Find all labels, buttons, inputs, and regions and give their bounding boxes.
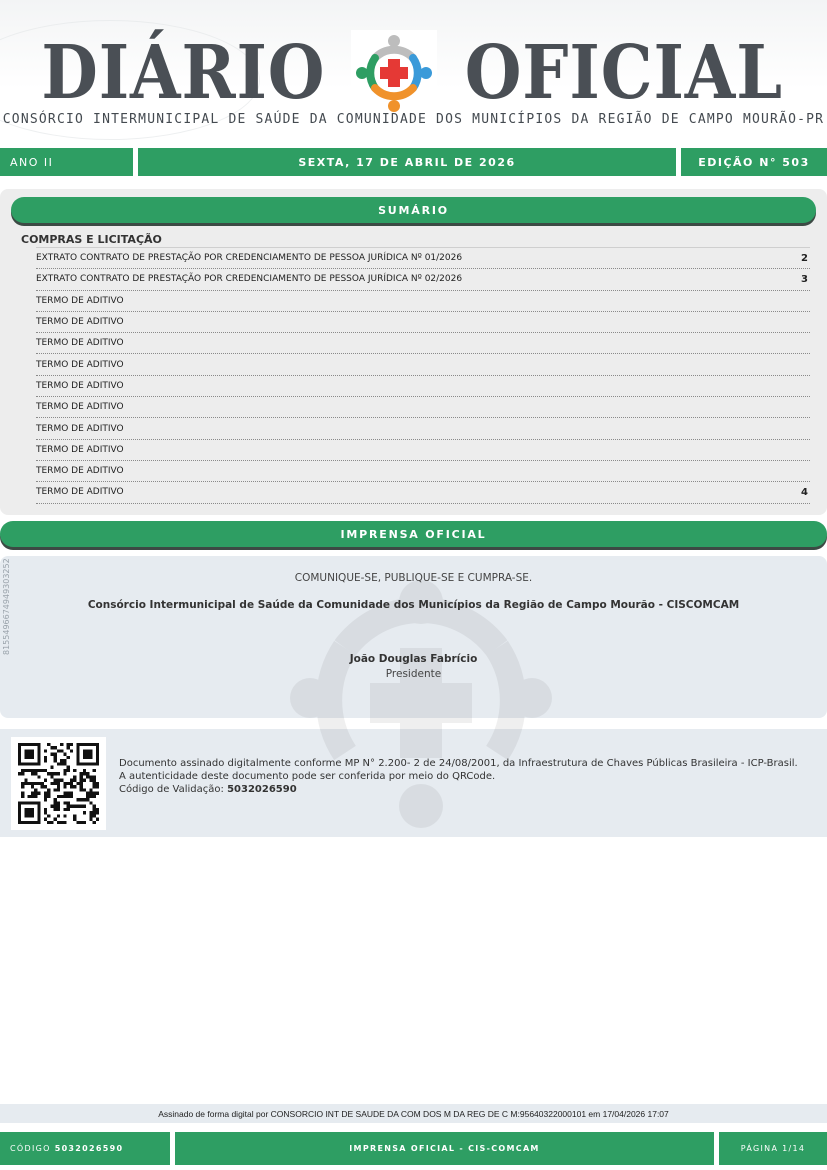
publication-notice: COMUNIQUE-SE, PUBLIQUE-SE E CUMPRA-SE. xyxy=(294,572,533,584)
footer-code xyxy=(0,1132,170,1165)
summary-item[interactable] xyxy=(36,397,810,418)
masthead xyxy=(0,0,827,148)
summary-heading: SUMÁRIO xyxy=(11,197,816,223)
signature-line-1: Documento assinado digitalmente conforme MP N° 2.200- 2 de 24/08/2001, da Infraestrutura de Chaves Públicas Brasileira - ICP-Brasil. xyxy=(119,758,798,769)
summary-category: COMPRAS E LICITAÇÃO xyxy=(21,233,162,246)
summary-item[interactable] xyxy=(36,440,810,461)
signatory-role: Presidente xyxy=(385,668,442,680)
summary-item[interactable] xyxy=(36,376,810,397)
summary-list xyxy=(36,248,810,504)
summary-item-label: EXTRATO CONTRATO DE PRESTAÇÃO POR CREDENCIAMENTO DE PESSOA JURÍDICA Nº 01/2026 xyxy=(36,253,463,264)
summary-item-label: TERMO DE ADITIVO xyxy=(36,317,124,328)
validation-code-line xyxy=(119,783,821,796)
summary-item[interactable] xyxy=(36,333,810,354)
institution-name: Consórcio Intermunicipal de Saúde da Comunidade dos Municípios da Região de Campo Mourão - CISCOMCAM xyxy=(87,599,740,611)
title-word-oficial: OFICIAL xyxy=(464,30,783,116)
summary-item-label: TERMO DE ADITIVO xyxy=(36,359,124,370)
summary-item-label: TERMO DE ADITIVO xyxy=(36,423,124,434)
summary-item[interactable] xyxy=(36,248,810,269)
summary-item-label: EXTRATO CONTRATO DE PRESTAÇÃO POR CREDENCIAMENTO DE PESSOA JURÍDICA Nº 02/2026 xyxy=(36,274,463,285)
footer-publisher: IMPRENSA OFICIAL - CIS-COMCAM xyxy=(175,1132,714,1165)
signature-line-2: A autenticidade deste documento pode ser conferida por meio do QRCode. xyxy=(119,771,496,782)
summary-item[interactable] xyxy=(36,312,810,333)
footer-code-value: 5032026590 xyxy=(54,1144,124,1153)
footer-code-label: CÓDIGO xyxy=(10,1144,51,1153)
footer-bar xyxy=(0,1132,827,1165)
summary-item-label: TERMO DE ADITIVO xyxy=(36,338,124,349)
verification-code-vertical: 8155496674949303252 xyxy=(2,558,11,655)
summary-item[interactable] xyxy=(36,461,810,482)
summary-item-label: TERMO DE ADITIVO xyxy=(36,380,124,391)
masthead-title xyxy=(0,28,827,118)
summary-item-page: 2 xyxy=(801,252,808,264)
summary-item-label: TERMO DE ADITIVO xyxy=(36,466,124,477)
summary-item-page: 3 xyxy=(801,273,808,285)
year-label: ANO II xyxy=(0,148,133,176)
validation-code-label: Código de Validação: xyxy=(119,784,224,795)
validation-code: 5032026590 xyxy=(227,784,297,795)
summary-item[interactable] xyxy=(36,482,810,503)
summary-item-label: TERMO DE ADITIVO xyxy=(36,444,124,455)
footer-page-number: PÁGINA 1/14 xyxy=(719,1132,827,1165)
edition-info-bar xyxy=(0,148,827,176)
qr-code-icon xyxy=(17,743,100,824)
summary-item-label: TERMO DE ADITIVO xyxy=(36,487,124,498)
signatory-name: João Douglas Fabrício xyxy=(349,653,478,665)
imprensa-heading: IMPRENSA OFICIAL xyxy=(0,521,827,547)
qr-code[interactable] xyxy=(11,737,106,830)
issue-date: SEXTA, 17 DE ABRIL DE 2026 xyxy=(138,148,676,176)
masthead-subtitle: CONSÓRCIO INTERMUNICIPAL DE SAÚDE DA COMUNIDADE DOS MUNICÍPIOS DA REGIÃO DE CAMPO MOURÃO-PR xyxy=(2,112,825,127)
digital-signature-footer: Assinado de forma digital por CONSORCIO INT DE SAUDE DA COM DOS M DA REG DE C M:95640322000101 em 17/04/2026 17:07 xyxy=(0,1104,827,1123)
ciscomcam-logo-icon xyxy=(351,30,437,116)
summary-item-page: 4 xyxy=(801,486,808,498)
summary-item-label: TERMO DE ADITIVO xyxy=(36,402,124,413)
edition-number: EDIÇÃO N° 503 xyxy=(681,148,827,176)
title-word-diario: DIÁRIO xyxy=(41,30,326,116)
summary-item[interactable] xyxy=(36,354,810,375)
digital-signature-text xyxy=(119,757,821,796)
summary-item-label: TERMO DE ADITIVO xyxy=(36,295,124,306)
summary-item[interactable] xyxy=(36,418,810,439)
summary-item[interactable] xyxy=(36,269,810,290)
summary-item[interactable] xyxy=(36,291,810,312)
